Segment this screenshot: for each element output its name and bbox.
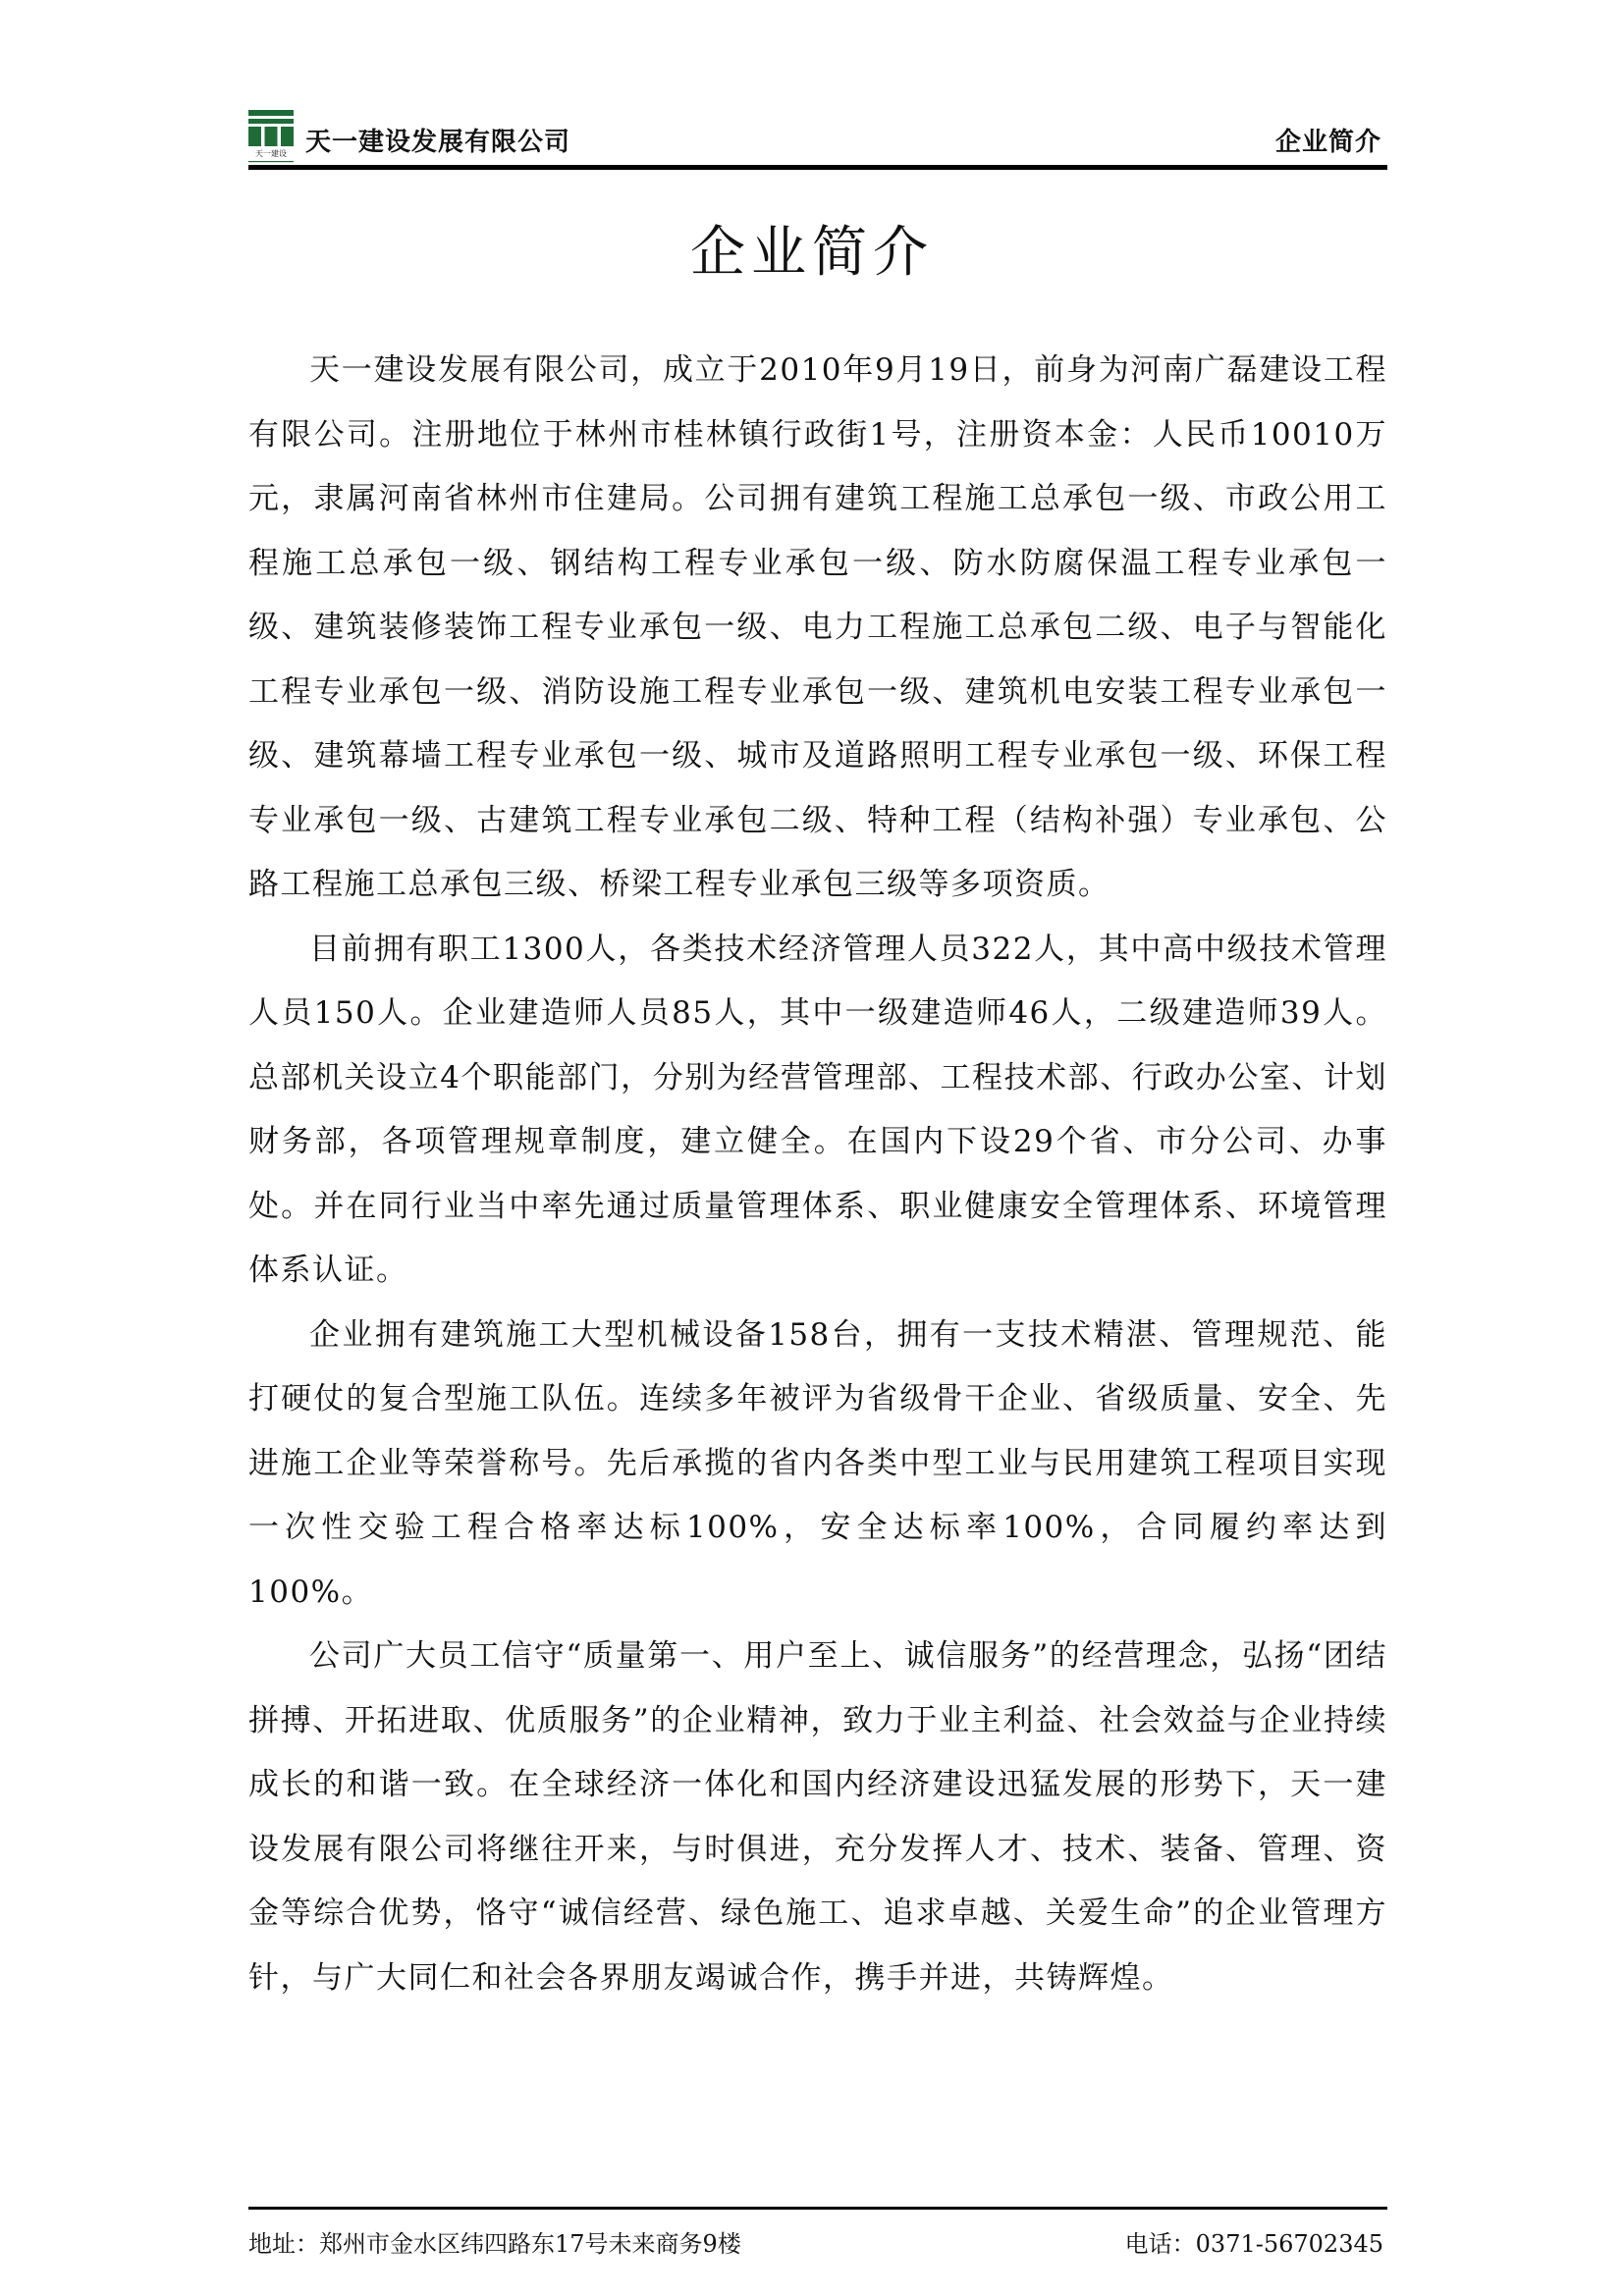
header-divider — [248, 165, 1387, 170]
footer-address: 地址：郑州市金水区纬四路东17号未来商务9楼 — [248, 2230, 741, 2258]
footer-divider — [248, 2207, 1387, 2210]
page-title: 企业简介 — [690, 221, 934, 285]
paragraph-staff: 目前拥有职工1300人，各类技术经济管理人员322人，其中高中级技术管理人员150人。企业建造师人员85人，其中一级建造师46人，二级建造师39人。总部机关设立4个职能部门，分别为经营管理部、工程技术部、行政办公室、计划财务部，各项管理规章制度，建立健全。在国内下设29个省、市分公司、办事处。并在同行业当中率先通过质量管理体系、职业健康安全管理体系、环境管理体系认证。 — [248, 931, 1387, 1288]
logo-caption-text: 天一建设 — [255, 149, 287, 158]
page-header — [248, 106, 1385, 167]
paragraph-equipment: 企业拥有建筑施工大型机械设备158台，拥有一支技术精湛、管理规范、能打硬仗的复合型施工队伍。连续多年被评为省级骨干企业、省级质量、安全、先进施工企业等荣誉称号。先后承揽的省内各类中型工业与民用建筑工程项目实现一次性交验工程合格率达标100%，安全达标率100%，合同履约率达到100%。 — [248, 1316, 1387, 1610]
document-body — [248, 339, 1387, 2010]
footer-phone: 电话：0371-56702345 — [1124, 2230, 1383, 2258]
paragraph-philosophy: 公司广大员工信守“质量第一、用户至上、诚信服务”的经营理念，弘扬“团结拼搏、开拓进取、优质服务”的企业精神，致力于业主利益、社会效益与企业持续成长的和谐一致。在全球经济一体化和国内经济建设迅猛发展的形势下，天一建设发展有限公司将继往开来，与时俱进，充分发挥人才、技术、装备、管理、资金等综合优势，恪守“诚信经营、绿色施工、追求卓越、关爱生命”的企业管理方针，与广大同仁和社会各界朋友竭诚合作，携手并进，共铸辉煌。 — [248, 1638, 1387, 1996]
header-section-label: 企业简介 — [1274, 128, 1381, 157]
paragraph-company-overview: 天一建设发展有限公司，成立于2010年9月19日，前身为河南广磊建设工程有限公司。注册地位于林州市桂林镇行政街1号，注册资本金：人民币10010万元，隶属河南省林州市住建局。公司拥有建筑工程施工总承包一级、市政公用工程施工总承包一级、钢结构工程专业承包一级、防水防腐保温工程专业承包一级、建筑装修装饰工程专业承包一级、电力工程施工总承包二级、电子与智能化工程专业承包一级、消防设施工程专业承包一级、建筑机电安装工程专业承包一级、建筑幕墙工程专业承包一级、城市及道路照明工程专业承包一级、环保工程专业承包一级、古建筑工程专业承包二级、特种工程（结构补强）专业承包、公路工程施工总承包三级、桥梁工程专业承包三级等多项资质。 — [248, 352, 1387, 902]
logo-caption — [248, 147, 294, 158]
company-name: 天一建设发展有限公司 — [305, 128, 571, 157]
